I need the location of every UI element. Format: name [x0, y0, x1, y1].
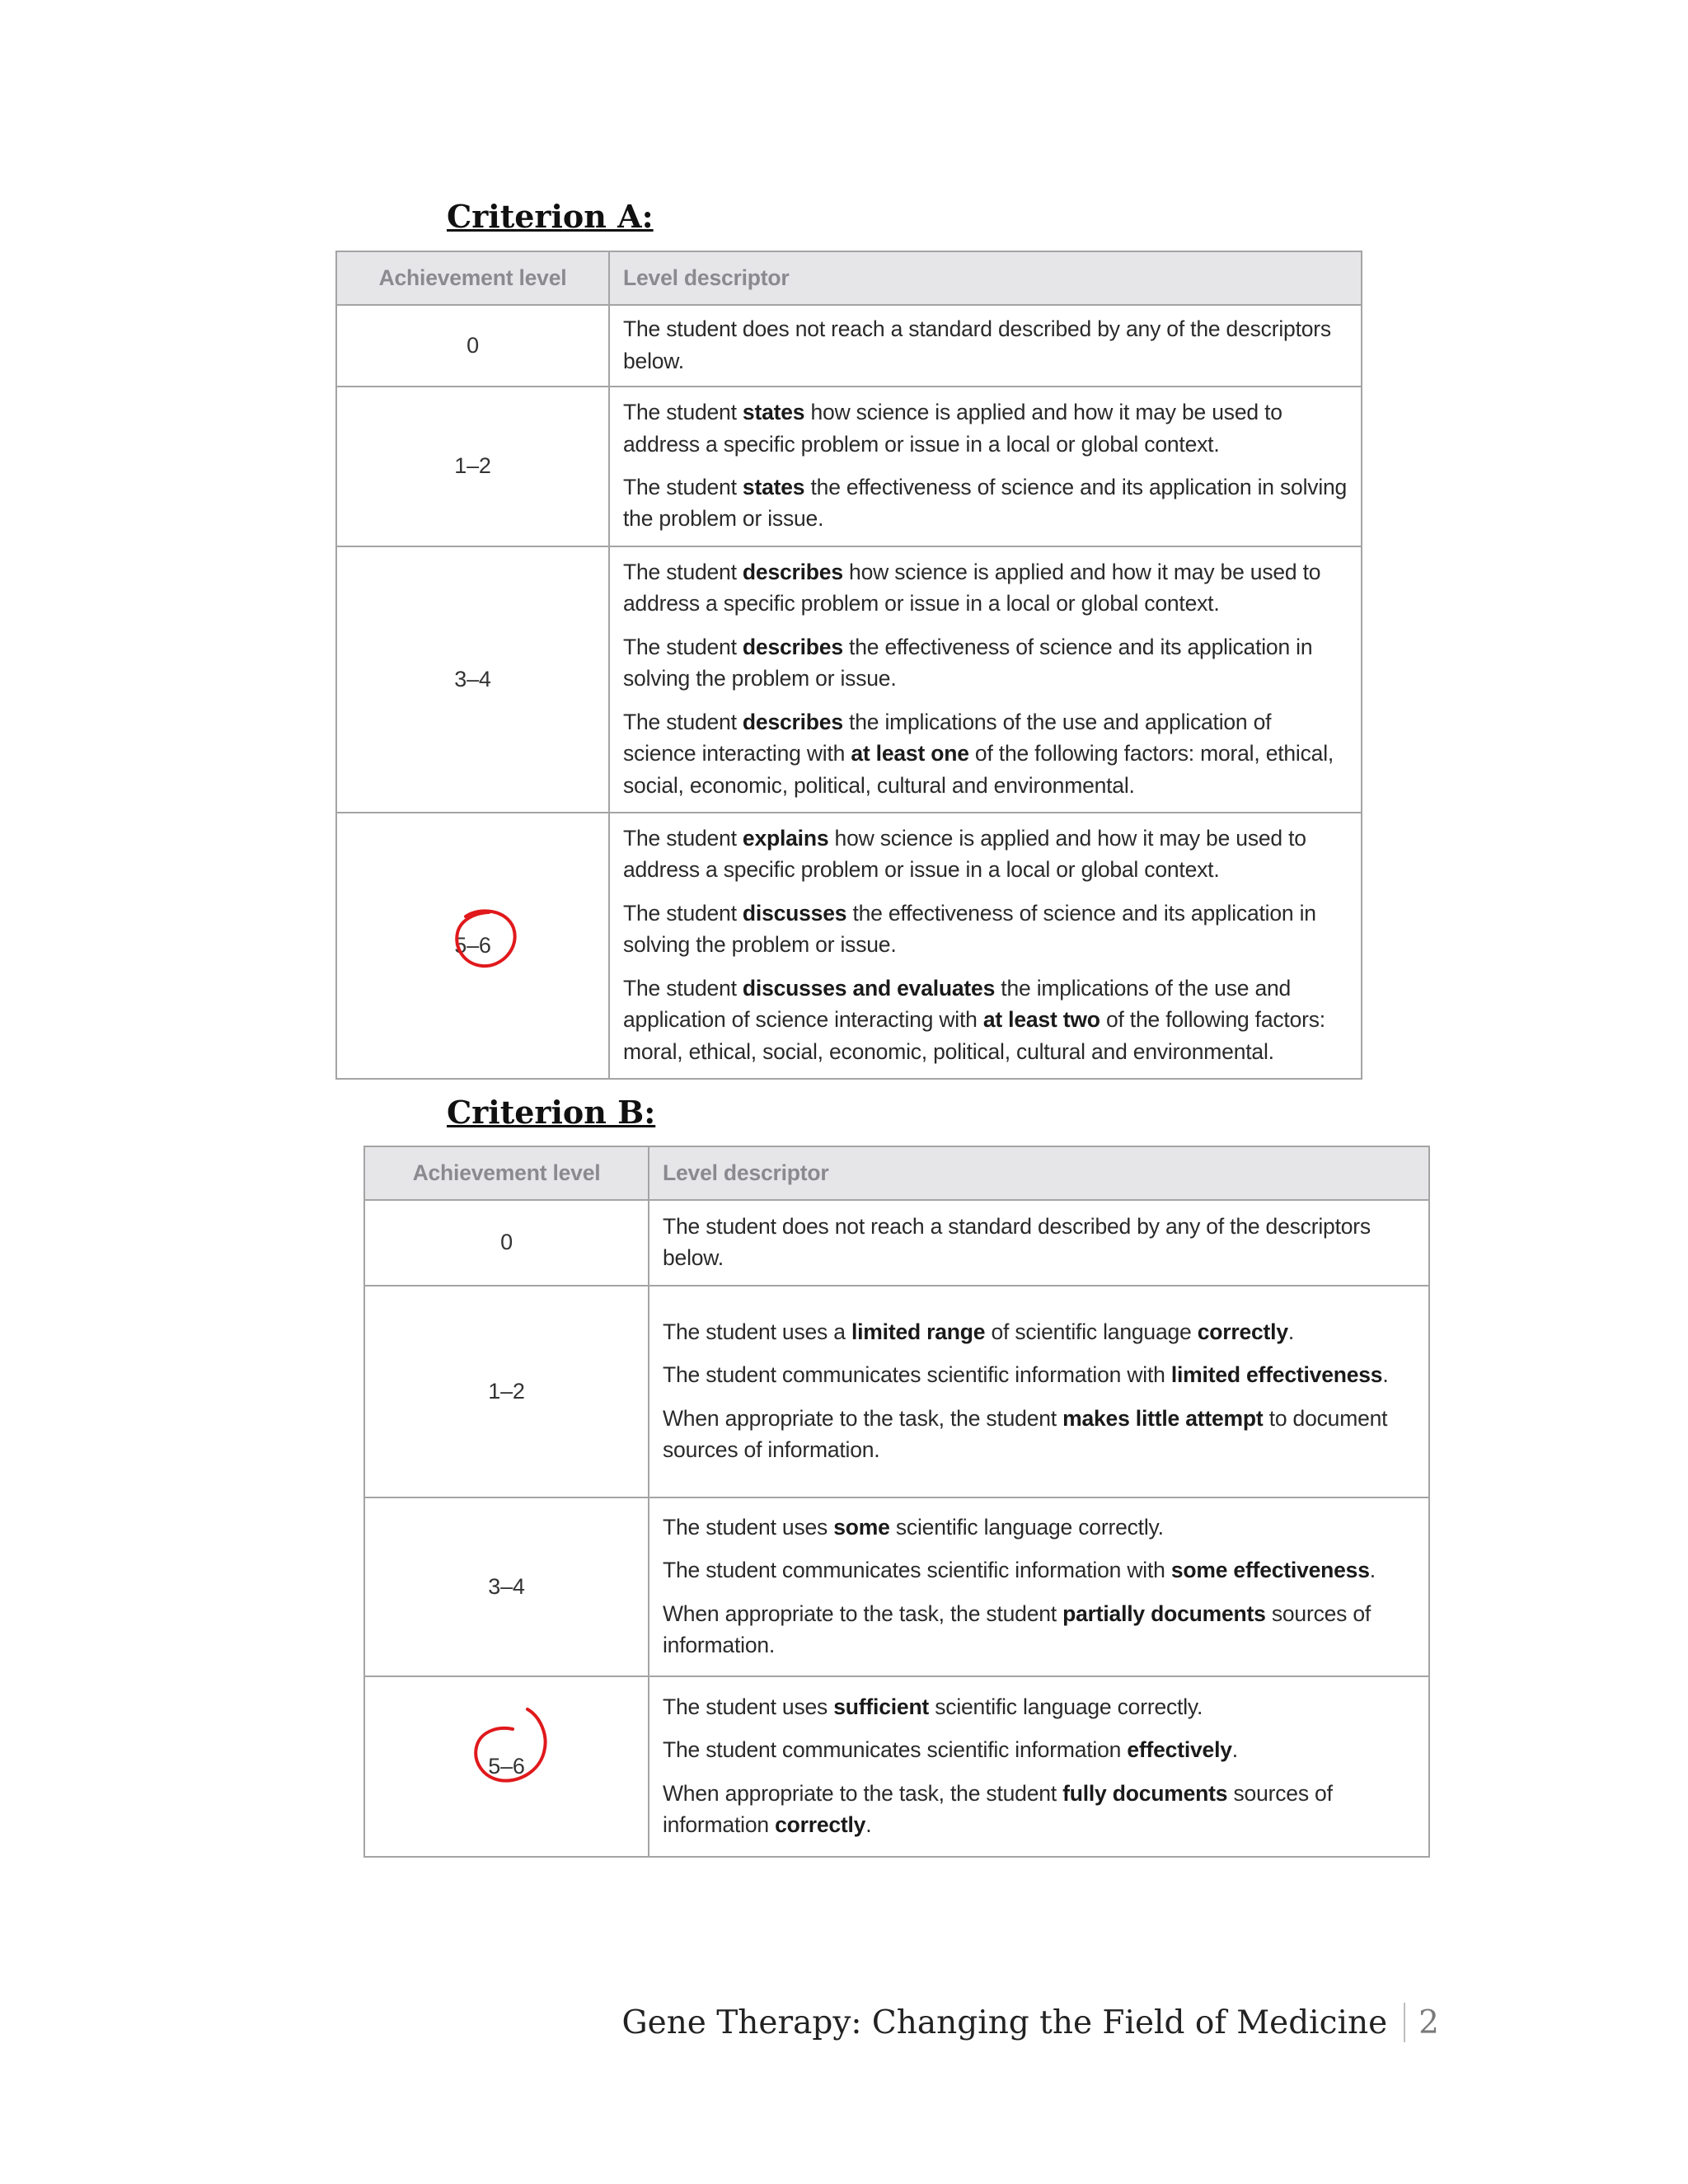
achievement-level-cell: [364, 1200, 649, 1286]
descriptor-text: The student does not reach a standard described by any of the descriptors below.: [623, 316, 1331, 373]
table-row: [364, 1676, 1429, 1857]
achievement-level: 1–2: [454, 453, 491, 479]
descriptor-paragraph: [623, 396, 1348, 460]
descriptor-text: sources of information.: [663, 1601, 1372, 1657]
descriptor-paragraph: [663, 1554, 1415, 1586]
descriptor-paragraph: [663, 1211, 1415, 1274]
table-header-row: [364, 1146, 1429, 1200]
descriptor-emphasis: some effectiveness: [1170, 1558, 1370, 1583]
achievement-level-cell: [336, 305, 609, 387]
level-descriptor-cell: [609, 546, 1362, 813]
achievement-level-cell: [336, 546, 609, 813]
descriptor-text: The student does not reach a standard described by any of the descriptors below.: [663, 1213, 1371, 1270]
descriptor-paragraph: [623, 706, 1348, 801]
descriptor-paragraph: [623, 631, 1348, 695]
col-header-level-descriptor: Level descriptor: [609, 251, 1362, 305]
descriptor-text: scientific language correctly.: [889, 1514, 1164, 1540]
descriptor-paragraph: [663, 1511, 1415, 1543]
descriptor-text: sources of information: [663, 1780, 1333, 1837]
table-row: [336, 813, 1362, 1079]
descriptor-paragraph: [663, 1403, 1415, 1466]
descriptor-emphasis: limited range: [851, 1319, 986, 1344]
achievement-level: 5–6: [488, 1753, 525, 1779]
criterion-a-heading: Criterion A:: [447, 198, 654, 235]
descriptor-text: the implications of the use and application of science interacting with: [623, 975, 1292, 1033]
descriptor-emphasis: explains: [742, 826, 829, 851]
descriptor-text: how science is applied and how it may be used to address a specific problem or issue in a local or global context.: [623, 826, 1306, 883]
descriptor-paragraph: [623, 972, 1348, 1067]
table-row: [336, 546, 1362, 813]
descriptor-paragraph: [663, 1778, 1415, 1841]
descriptor-emphasis: at least two: [982, 1007, 1100, 1033]
descriptor-text: The student communicates scientific information with: [663, 1362, 1171, 1388]
table-row: [336, 387, 1362, 546]
descriptor-text: the effectiveness of science and its application in solving the problem or issue.: [623, 900, 1316, 958]
descriptor-text: .: [1369, 1558, 1376, 1583]
descriptor-text: The student: [623, 400, 743, 425]
descriptor-paragraph: [663, 1734, 1415, 1765]
descriptor-text: how science is applied and how it may be used to address a specific problem or issue in a local or global context.: [623, 400, 1282, 457]
descriptor-text: of scientific language: [985, 1319, 1198, 1344]
descriptor-text: The student uses a: [663, 1319, 851, 1344]
achievement-level-cell: [336, 813, 609, 1079]
level-descriptor-cell: [609, 305, 1362, 387]
descriptor-text: .: [1382, 1362, 1389, 1388]
page-number: 2: [1418, 2004, 1439, 2041]
table-row: [336, 305, 1362, 387]
descriptor-text: how science is applied and how it may be used to address a specific problem or issue in a local or global context.: [623, 560, 1321, 616]
achievement-level: 3–4: [488, 1573, 525, 1599]
descriptor-emphasis: discusses and evaluates: [742, 975, 996, 1001]
descriptor-text: The student: [623, 560, 743, 585]
level-descriptor-cell: [649, 1497, 1429, 1676]
level-descriptor-cell: [609, 387, 1362, 546]
level-descriptor-cell: [649, 1676, 1429, 1857]
achievement-level-circled: [454, 930, 490, 962]
descriptor-paragraph: [623, 313, 1348, 377]
table-row: [364, 1286, 1429, 1497]
descriptor-emphasis: discusses: [742, 900, 847, 926]
descriptor-emphasis: effectively: [1127, 1737, 1232, 1763]
descriptor-text: When appropriate to the task, the student: [663, 1780, 1063, 1806]
descriptor-emphasis: limited effectiveness: [1170, 1362, 1383, 1388]
descriptor-emphasis: describes: [742, 709, 843, 734]
descriptor-paragraph: [663, 1598, 1415, 1661]
achievement-level: 0: [467, 332, 479, 358]
descriptor-text: to document sources of information.: [663, 1405, 1388, 1462]
criterion-b-heading: Criterion B:: [447, 1094, 656, 1131]
descriptor-text: the effectiveness of science and its application in solving the problem or issue.: [623, 475, 1348, 532]
descriptor-emphasis: makes little attempt: [1062, 1405, 1264, 1431]
col-header-achievement-level: Achievement level: [364, 1146, 649, 1200]
descriptor-text: the implications of the use and application of science interacting with: [623, 709, 1272, 766]
descriptor-emphasis: states: [742, 475, 805, 499]
achievement-level-cell: [364, 1676, 649, 1857]
descriptor-text: The student uses: [663, 1514, 834, 1540]
descriptor-text: The student: [623, 826, 743, 851]
achievement-level-cell: [336, 387, 609, 546]
descriptor-text: The student: [623, 475, 743, 499]
descriptor-text: of the following factors: moral, ethical, social, economic, political, cultural and environmental.: [623, 1007, 1325, 1064]
achievement-level: 0: [500, 1230, 513, 1255]
achievement-level: 1–2: [488, 1378, 525, 1404]
table-row: [364, 1200, 1429, 1286]
descriptor-paragraph: [623, 556, 1348, 620]
level-descriptor-cell: [649, 1286, 1429, 1497]
descriptor-text: When appropriate to the task, the student: [663, 1601, 1063, 1626]
descriptor-emphasis: at least one: [851, 741, 969, 766]
descriptor-paragraph: [663, 1359, 1415, 1390]
descriptor-text: of the following factors: moral, ethical, social, economic, political, cultural and environmental.: [623, 741, 1334, 798]
descriptor-text: .: [865, 1811, 872, 1837]
descriptor-text: scientific language correctly.: [929, 1694, 1203, 1719]
descriptor-emphasis: some: [833, 1514, 890, 1540]
descriptor-text: The student: [623, 709, 743, 734]
achievement-level: 3–4: [454, 666, 491, 691]
criterion-b-table: [363, 1146, 1430, 1858]
descriptor-emphasis: describes: [742, 560, 843, 585]
descriptor-text: The student uses: [663, 1694, 834, 1719]
descriptor-emphasis: partially documents: [1062, 1601, 1266, 1626]
table-header-row: [336, 251, 1362, 305]
descriptor-emphasis: correctly: [775, 1811, 866, 1837]
descriptor-text: .: [1231, 1737, 1238, 1763]
descriptor-text: The student: [623, 900, 743, 926]
descriptor-emphasis: states: [742, 400, 805, 425]
descriptor-emphasis: sufficient: [833, 1694, 930, 1719]
descriptor-paragraph: [623, 823, 1348, 886]
descriptor-emphasis: fully documents: [1062, 1780, 1228, 1806]
descriptor-text: The student: [623, 975, 743, 1001]
table-row: [364, 1497, 1429, 1676]
page-footer: [621, 2003, 1439, 2042]
criterion-a-table: [335, 251, 1362, 1080]
col-header-achievement-level: Achievement level: [336, 251, 609, 305]
descriptor-text: When appropriate to the task, the student: [663, 1405, 1063, 1431]
achievement-level-circled: [488, 1750, 524, 1783]
level-descriptor-cell: [649, 1200, 1429, 1286]
descriptor-paragraph: [623, 471, 1348, 535]
handdrawn-circle-annotation: [463, 1701, 562, 1800]
level-descriptor-cell: [609, 813, 1362, 1079]
footer-divider: [1404, 2003, 1405, 2042]
descriptor-text: The student communicates scientific information with: [663, 1558, 1171, 1583]
descriptor-text: .: [1287, 1319, 1295, 1344]
descriptor-paragraph: [623, 898, 1348, 961]
descriptor-paragraph: [663, 1316, 1415, 1347]
descriptor-emphasis: describes: [742, 634, 843, 659]
descriptor-emphasis: correctly: [1197, 1319, 1288, 1344]
achievement-level-cell: [364, 1286, 649, 1497]
col-header-level-descriptor: Level descriptor: [649, 1146, 1429, 1200]
descriptor-text: The student communicates scientific information: [663, 1737, 1128, 1763]
descriptor-text: the effectiveness of science and its application in solving the problem or issue.: [623, 634, 1313, 691]
achievement-level-cell: [364, 1497, 649, 1676]
achievement-level: 5–6: [454, 932, 491, 958]
descriptor-text: The student: [623, 634, 743, 659]
footer-document-title: Gene Therapy: Changing the Field of Medicine: [621, 2004, 1388, 2041]
descriptor-paragraph: [663, 1691, 1415, 1722]
